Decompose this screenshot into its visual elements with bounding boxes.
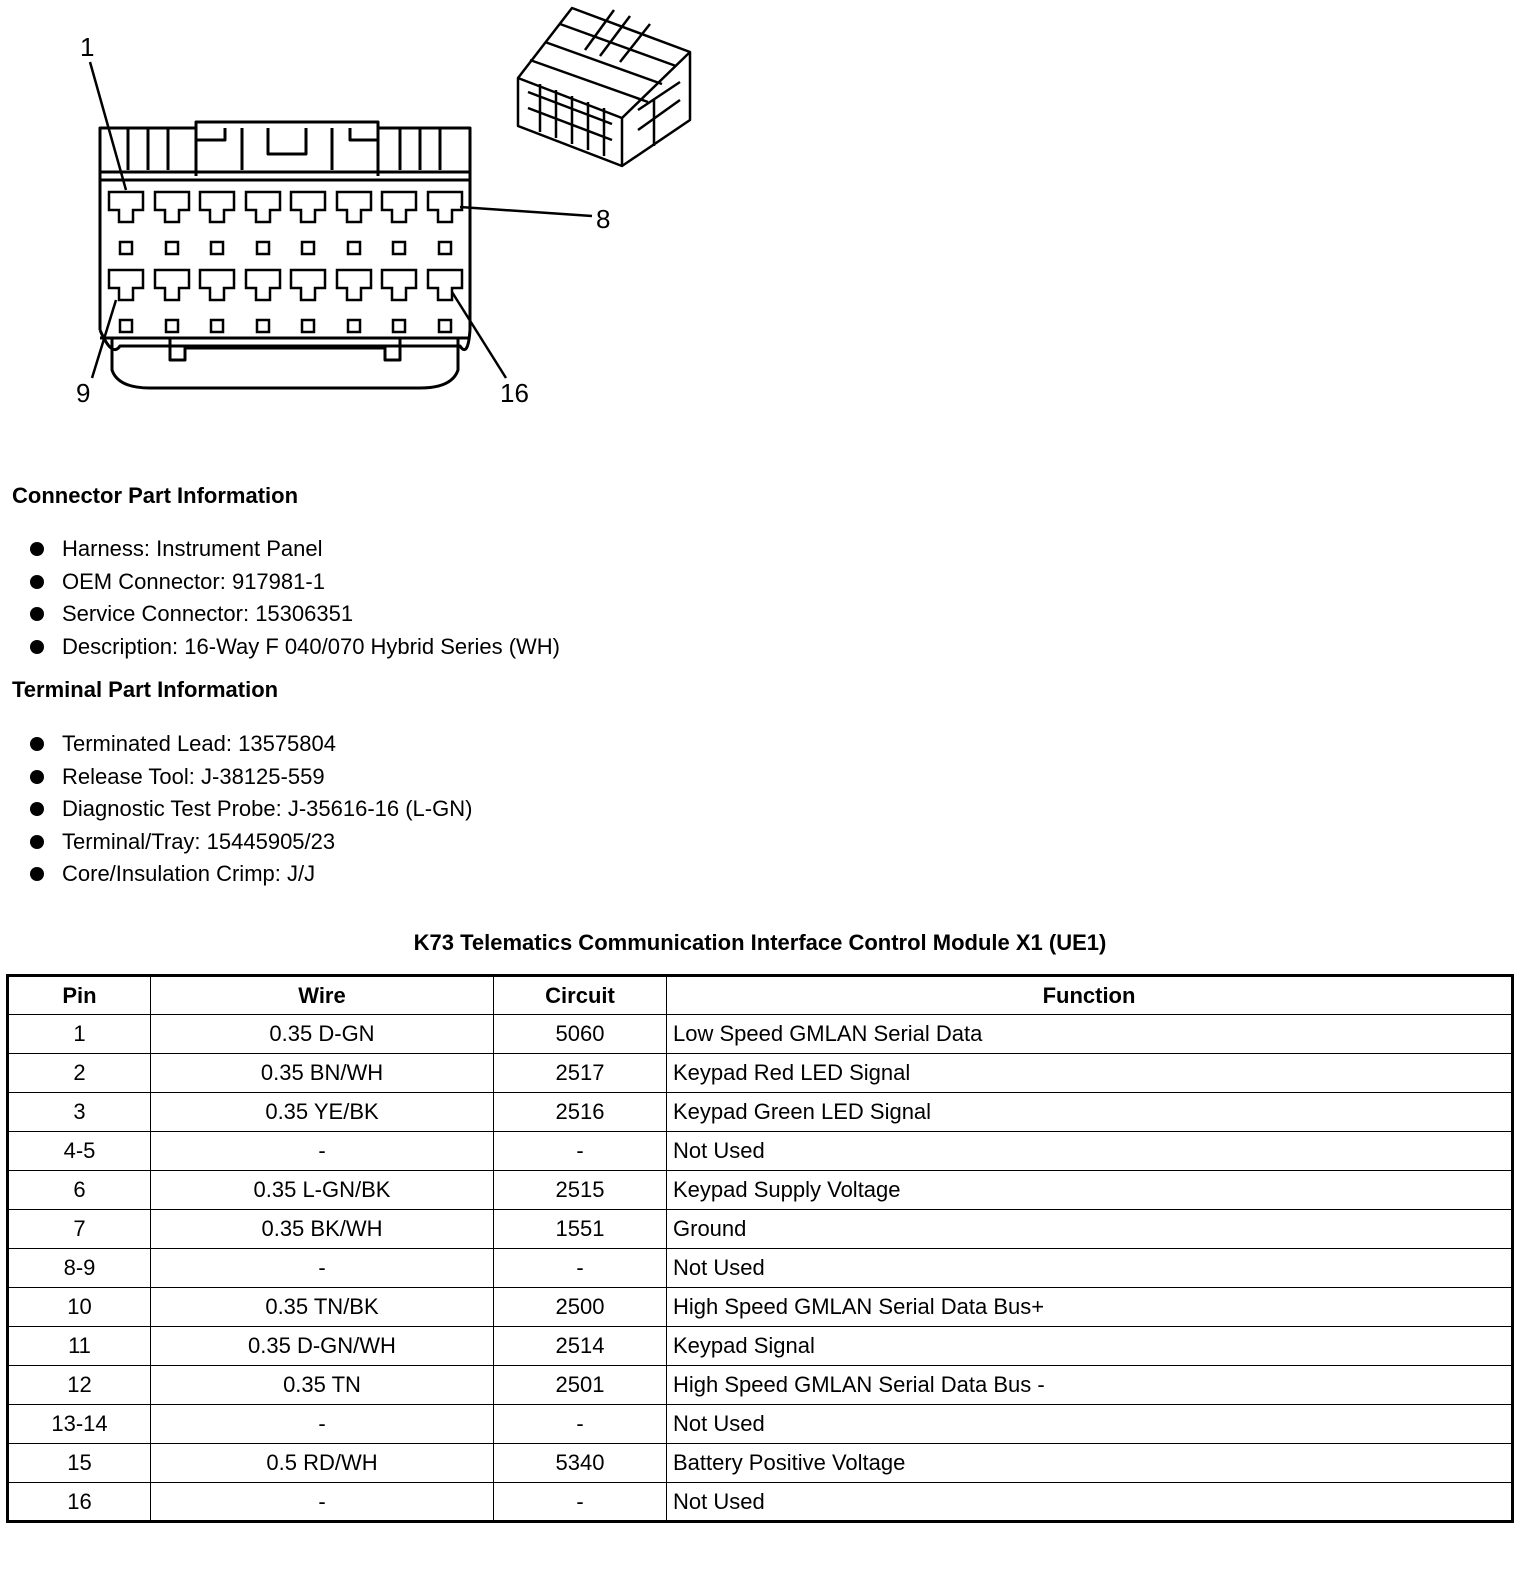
terminal-cavity bbox=[428, 192, 462, 222]
list-item: Diagnostic Test Probe: J-35616-16 (L-GN) bbox=[30, 793, 472, 826]
cell-wire: - bbox=[151, 1483, 494, 1522]
cell-function: Not Used bbox=[667, 1249, 1513, 1288]
cell-wire: 0.35 TN bbox=[151, 1366, 494, 1405]
cell-circuit: 2500 bbox=[494, 1288, 667, 1327]
bullet-icon bbox=[30, 770, 44, 784]
cell-wire: 0.35 TN/BK bbox=[151, 1288, 494, 1327]
cell-circuit: 2517 bbox=[494, 1054, 667, 1093]
terminal-cavity bbox=[200, 192, 234, 222]
bullet-icon bbox=[30, 607, 44, 621]
cell-function: Keypad Red LED Signal bbox=[667, 1054, 1513, 1093]
terminal-lock bbox=[120, 320, 132, 332]
cell-pin: 12 bbox=[8, 1366, 151, 1405]
terminal-cavity bbox=[382, 270, 416, 300]
header-circuit: Circuit bbox=[494, 976, 667, 1015]
terminal-lock bbox=[120, 242, 132, 254]
callout-pin-9: 9 bbox=[76, 378, 91, 408]
table-row bbox=[8, 1366, 1513, 1405]
table-row bbox=[8, 1132, 1513, 1171]
table-row bbox=[8, 1171, 1513, 1210]
list-item: Core/Insulation Crimp: J/J bbox=[30, 858, 472, 891]
callout-pin-16: 16 bbox=[500, 378, 529, 408]
terminal-cavity bbox=[109, 270, 143, 300]
table-row bbox=[8, 1288, 1513, 1327]
list-item: Service Connector: 15306351 bbox=[30, 598, 560, 631]
header-pin: Pin bbox=[8, 976, 151, 1015]
cell-wire: 0.35 YE/BK bbox=[151, 1093, 494, 1132]
table-row bbox=[8, 1249, 1513, 1288]
cell-pin: 1 bbox=[8, 1015, 151, 1054]
terminal-lock bbox=[211, 320, 223, 332]
connector-diagram bbox=[0, 0, 760, 430]
bullet-icon bbox=[30, 640, 44, 654]
terminal-cavity bbox=[382, 192, 416, 222]
cell-function: Not Used bbox=[667, 1132, 1513, 1171]
terminal-lock bbox=[348, 242, 360, 254]
bullet-icon bbox=[30, 737, 44, 751]
terminal-lock bbox=[302, 320, 314, 332]
terminal-info-list bbox=[30, 728, 472, 891]
callout-pin-1: 1 bbox=[80, 32, 95, 62]
cell-function: Keypad Supply Voltage bbox=[667, 1171, 1513, 1210]
cell-circuit: 2516 bbox=[494, 1093, 667, 1132]
cell-circuit: 1551 bbox=[494, 1210, 667, 1249]
list-item: Description: 16-Way F 040/070 Hybrid Series (WH) bbox=[30, 631, 560, 664]
cell-pin: 3 bbox=[8, 1093, 151, 1132]
terminal-cavity bbox=[337, 192, 371, 222]
terminal-cavity bbox=[246, 192, 280, 222]
terminal-lock bbox=[211, 242, 223, 254]
cell-pin: 11 bbox=[8, 1327, 151, 1366]
terminal-cavity bbox=[200, 270, 234, 300]
cell-pin: 2 bbox=[8, 1054, 151, 1093]
terminal-lock bbox=[257, 242, 269, 254]
cell-wire: 0.35 BN/WH bbox=[151, 1054, 494, 1093]
bullet-icon bbox=[30, 575, 44, 589]
list-item: Terminal/Tray: 15445905/23 bbox=[30, 826, 472, 859]
connector-info-title: Connector Part Information bbox=[12, 483, 299, 508]
cell-function: Not Used bbox=[667, 1483, 1513, 1522]
table-row bbox=[8, 1444, 1513, 1483]
cell-function: High Speed GMLAN Serial Data Bus - bbox=[667, 1366, 1513, 1405]
terminal-cavity bbox=[291, 192, 325, 222]
cell-circuit: - bbox=[494, 1483, 667, 1522]
cell-function: Ground bbox=[667, 1210, 1513, 1249]
connector-info-list bbox=[30, 533, 560, 663]
cell-pin: 6 bbox=[8, 1171, 151, 1210]
terminal-cavity bbox=[109, 192, 143, 222]
cell-pin: 8-9 bbox=[8, 1249, 151, 1288]
cell-circuit: - bbox=[494, 1249, 667, 1288]
cell-wire: - bbox=[151, 1249, 494, 1288]
cell-circuit: 5060 bbox=[494, 1015, 667, 1054]
cell-function: High Speed GMLAN Serial Data Bus+ bbox=[667, 1288, 1513, 1327]
cell-pin: 16 bbox=[8, 1483, 151, 1522]
terminal-lock bbox=[302, 242, 314, 254]
cell-circuit: 2514 bbox=[494, 1327, 667, 1366]
table-row bbox=[8, 1015, 1513, 1054]
terminal-lock bbox=[439, 242, 451, 254]
header-wire: Wire bbox=[151, 976, 494, 1015]
terminal-cavity bbox=[155, 270, 189, 300]
cell-circuit: - bbox=[494, 1405, 667, 1444]
cell-pin: 7 bbox=[8, 1210, 151, 1249]
terminal-lock bbox=[439, 320, 451, 332]
cell-circuit: 2515 bbox=[494, 1171, 667, 1210]
cell-wire: 0.35 BK/WH bbox=[151, 1210, 494, 1249]
cell-function: Keypad Green LED Signal bbox=[667, 1093, 1513, 1132]
cell-wire: 0.35 L-GN/BK bbox=[151, 1171, 494, 1210]
cell-function: Not Used bbox=[667, 1405, 1513, 1444]
bullet-icon bbox=[30, 542, 44, 556]
terminal-lock bbox=[166, 242, 178, 254]
connector-isometric-view bbox=[518, 8, 690, 166]
list-item: OEM Connector: 917981-1 bbox=[30, 566, 560, 599]
cell-circuit: - bbox=[494, 1132, 667, 1171]
bullet-icon bbox=[30, 835, 44, 849]
terminal-cavity bbox=[155, 192, 189, 222]
cell-function: Low Speed GMLAN Serial Data bbox=[667, 1015, 1513, 1054]
table-header-row bbox=[8, 976, 1513, 1015]
list-item: Terminated Lead: 13575804 bbox=[30, 728, 472, 761]
cell-circuit: 5340 bbox=[494, 1444, 667, 1483]
terminal-lock bbox=[257, 320, 269, 332]
cell-pin: 10 bbox=[8, 1288, 151, 1327]
table-row bbox=[8, 1327, 1513, 1366]
table-row bbox=[8, 1405, 1513, 1444]
terminal-lock bbox=[393, 242, 405, 254]
list-item: Release Tool: J-38125-559 bbox=[30, 761, 472, 794]
terminal-info-title: Terminal Part Information bbox=[12, 677, 279, 702]
cell-pin: 13-14 bbox=[8, 1405, 151, 1444]
header-function: Function bbox=[667, 976, 1513, 1015]
cell-circuit: 2501 bbox=[494, 1366, 667, 1405]
cell-pin: 15 bbox=[8, 1444, 151, 1483]
cell-pin: 4-5 bbox=[8, 1132, 151, 1171]
cell-wire: - bbox=[151, 1405, 494, 1444]
terminal-cavity bbox=[337, 270, 371, 300]
pinout-table bbox=[6, 974, 1514, 1523]
terminal-lock bbox=[348, 320, 360, 332]
table-row bbox=[8, 1054, 1513, 1093]
terminal-cavity bbox=[291, 270, 325, 300]
cell-wire: 0.35 D-GN bbox=[151, 1015, 494, 1054]
cell-wire: 0.35 D-GN/WH bbox=[151, 1327, 494, 1366]
bullet-icon bbox=[30, 867, 44, 881]
cell-function: Battery Positive Voltage bbox=[667, 1444, 1513, 1483]
callout-pin-8: 8 bbox=[596, 204, 611, 234]
table-row bbox=[8, 1093, 1513, 1132]
terminal-cavity bbox=[428, 270, 462, 300]
terminal-lock bbox=[393, 320, 405, 332]
table-row bbox=[8, 1483, 1513, 1522]
terminal-cavity bbox=[246, 270, 280, 300]
list-item: Harness: Instrument Panel bbox=[30, 533, 560, 566]
table-row bbox=[8, 1210, 1513, 1249]
terminal-lock bbox=[166, 320, 178, 332]
bullet-icon bbox=[30, 802, 44, 816]
cell-wire: - bbox=[151, 1132, 494, 1171]
cell-function: Keypad Signal bbox=[667, 1327, 1513, 1366]
cell-wire: 0.5 RD/WH bbox=[151, 1444, 494, 1483]
table-title: K73 Telematics Communication Interface Control Module X1 (UE1) bbox=[413, 930, 1107, 955]
